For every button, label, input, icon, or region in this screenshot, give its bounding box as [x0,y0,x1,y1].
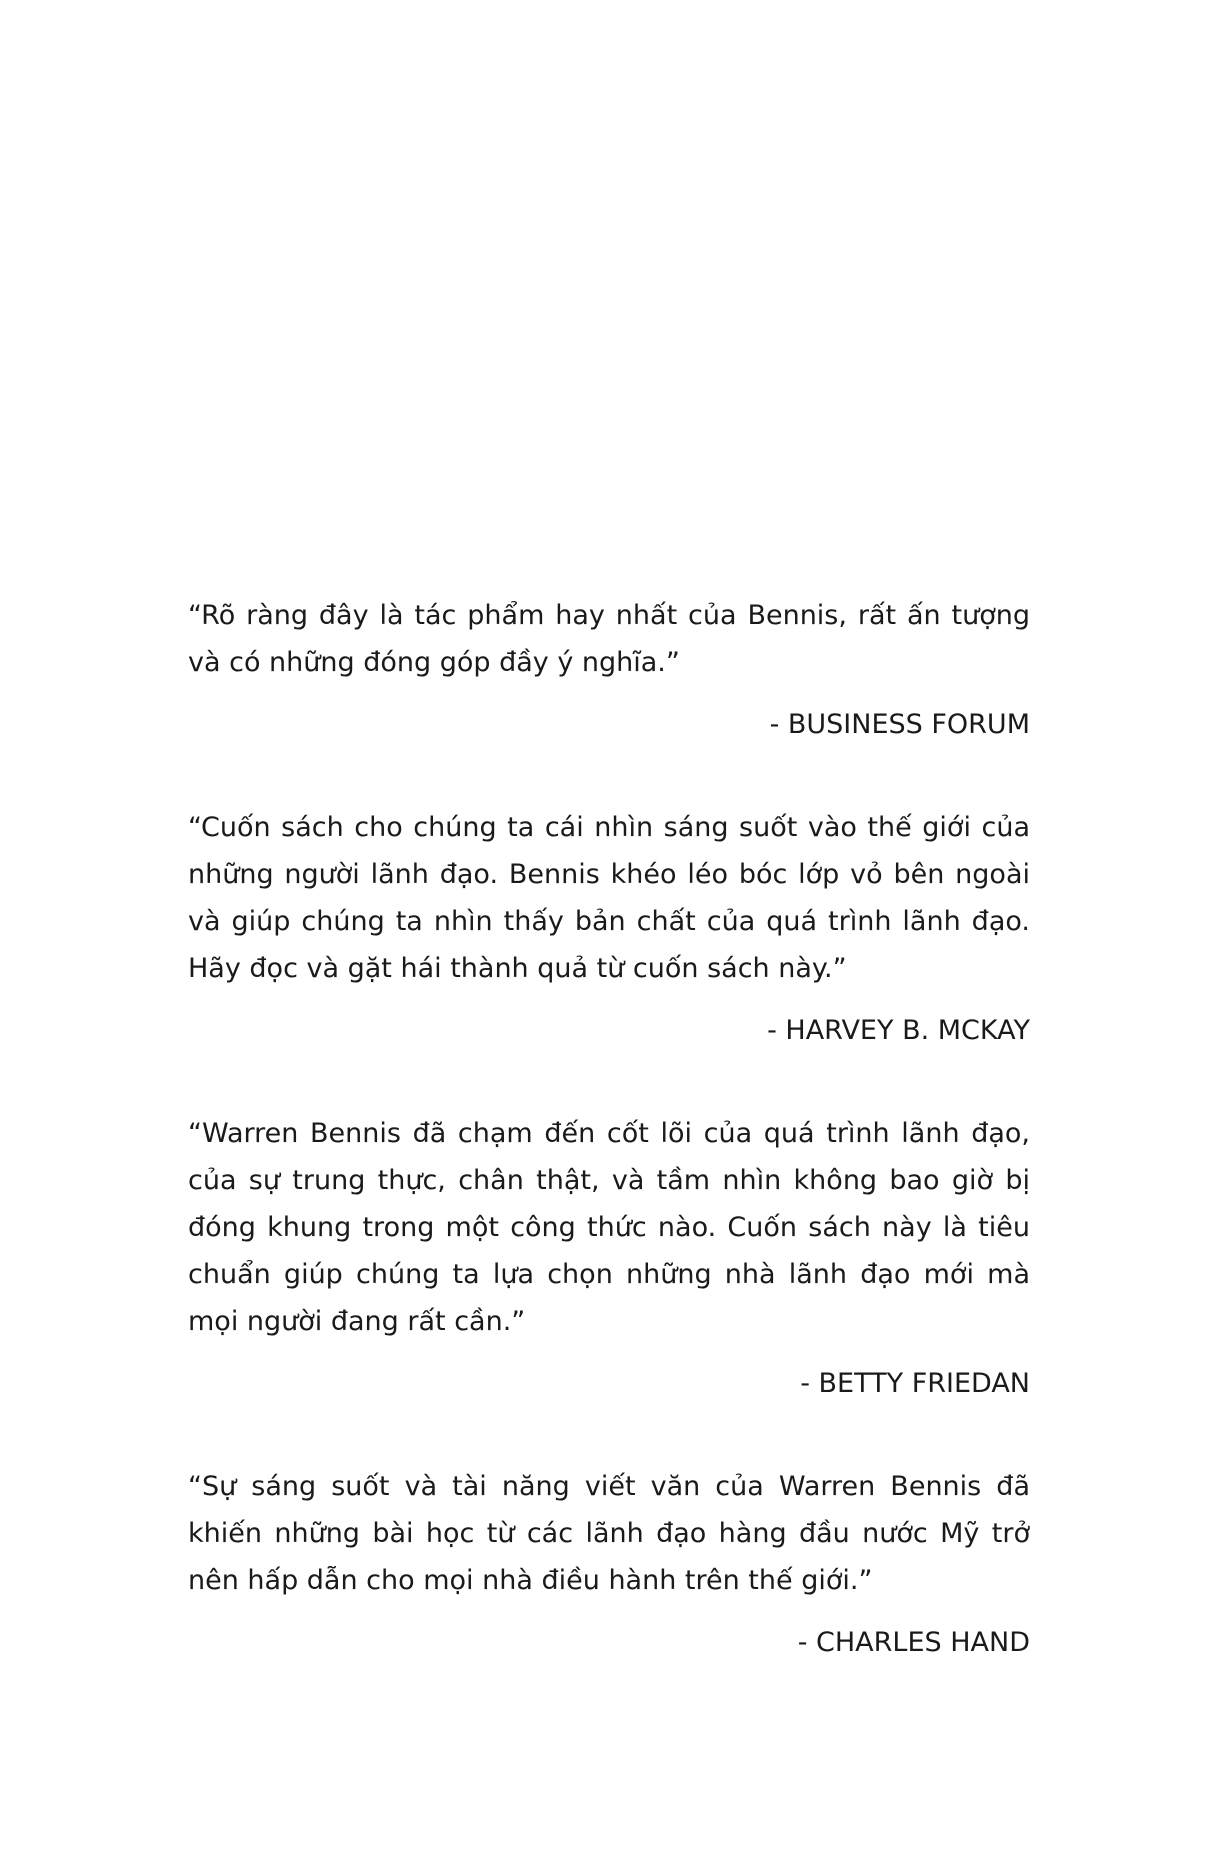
quote-attribution: - BUSINESS FORUM [769,709,1030,740]
quote-block [188,804,1030,1054]
quote-attribution: - CHARLES HAND [797,1627,1030,1658]
praise-quotes [188,592,1030,1666]
quote-text: “Rõ ràng đây là tác phẩm hay nhất của Bennis, rất ấn tượng và có những đóng góp đầy ý nghĩa.” [188,600,1030,678]
quote-text: “Warren Bennis đã chạm đến cốt lõi của quá trình lãnh đạo, của sự trung thực, chân thật, và tầm nhìn không bao giờ bị đóng khung trong một công thức nào. Cuốn sách này là tiêu chuẩn giúp chúng ta lựa chọn những nhà lãnh đạo mới mà mọi người đang rất cần.” [188,1118,1030,1337]
quote-attribution: - HARVEY B. MCKAY [767,1015,1030,1046]
quote-block [188,592,1030,748]
quote-text: “Sự sáng suốt và tài năng viết văn của Warren Bennis đã khiến những bài học từ các lãnh đạo hàng đầu nước Mỹ trở nên hấp dẫn cho mọi nhà điều hành trên thế giới.” [188,1471,1030,1596]
quote-block [188,1463,1030,1666]
quote-block [188,1110,1030,1407]
quote-attribution: - BETTY FRIEDAN [800,1368,1030,1399]
quote-text: “Cuốn sách cho chúng ta cái nhìn sáng suốt vào thế giới của những người lãnh đạo. Bennis khéo léo bóc lớp vỏ bên ngoài và giúp chúng ta nhìn thấy bản chất của quá trình lãnh đạo. Hãy đọc và gặt hái thành quả từ cuốn sách này.” [188,812,1030,984]
